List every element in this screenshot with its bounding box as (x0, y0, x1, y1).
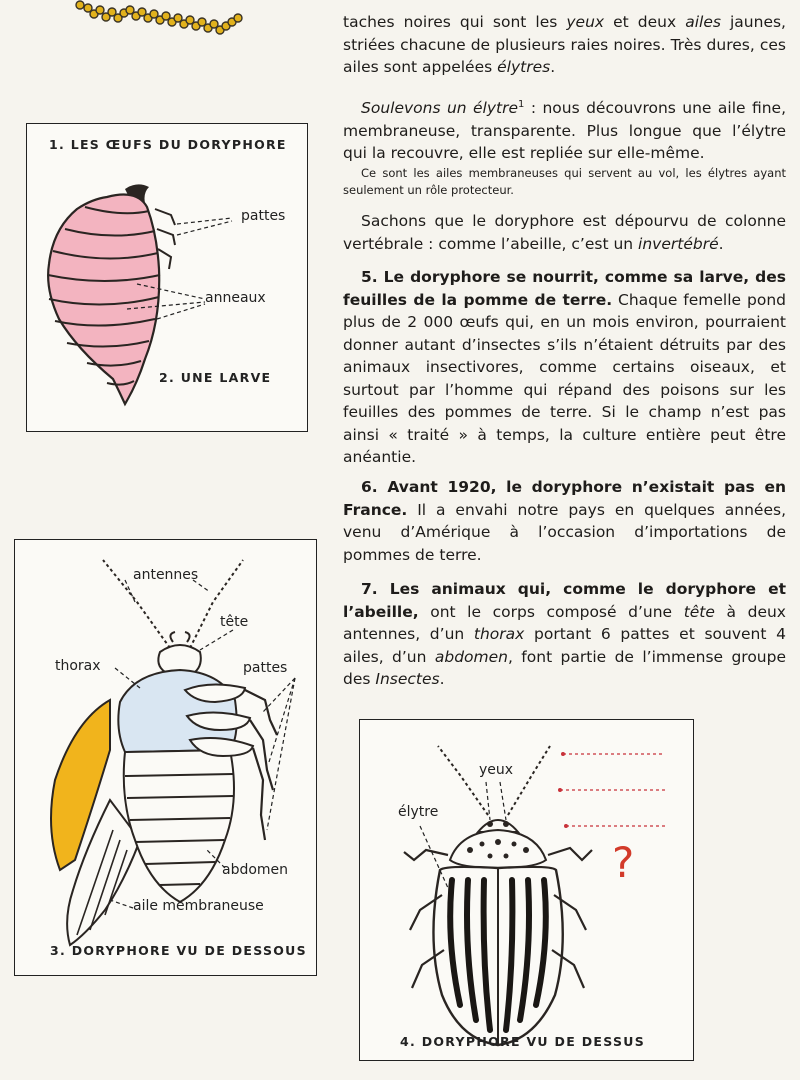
label-thorax: thorax (55, 658, 101, 674)
figure-3-caption: 3. DORYPHORE VU DE DESSOUS (50, 943, 307, 958)
paragraph-5: 5. Le doryphore se nourrit, comme sa larve, des feuilles de la pomme de terre. Chaque femelle pond plus de 2 000 œufs qui, en un mois environ, pourraient donner autant d’insectes s’ils n’étaient détruits par des animaux insectivores, comme certains oiseaux, et surtout par l’homme qui répand des poisons sur les feuilles des pommes de terre. Si le champ n’est pas ainsi « traité » à temps, la culture entière peut être anéantie. (343, 268, 786, 466)
paragraph-7: 7. Les animaux qui, comme le doryphore et l’abeille, ont le corps composé d’une tête à deux antennes, d’un thorax portant 6 pattes et souvent 4 ailes, d’un abdomen, font partie de l’immense groupe des Insectes. (343, 580, 786, 688)
label-elytre: élytre (398, 804, 439, 820)
figure-larva-box (26, 123, 308, 432)
figure-4-caption: 4. DORYPHORE VU DE DESSUS (400, 1034, 646, 1049)
egg-cluster-illustration (60, 0, 250, 45)
paragraph-2: Soulevons un élytre$^1$ : nous découvrons une aile fine, membraneuse, transparente. Plus longue que l’élytre qui la recouvre, elle est repliée sur elle-même. (343, 99, 786, 163)
question-mark: ? (612, 838, 635, 887)
top-view-label-lines (360, 720, 693, 1060)
paragraph-6: 6. Avant 1920, le doryphore n’existait pas en France. Il a envahi notre pays en quelques années, venu d’Amérique à l’occasion d’importations de pommes de terre. (343, 478, 786, 564)
figure-underside-box (14, 539, 317, 976)
label-tete: tête (220, 614, 249, 630)
figure-2-caption: 2. UNE LARVE (159, 370, 272, 385)
paragraph-1: taches noires qui sont les yeux et deux ailes jaunes, striées chacune de plusieurs raies noires. Très dures, ces ailes sont appelées élytres. (343, 13, 786, 76)
label-yeux: yeux (479, 762, 514, 778)
label-pattes-larva: pattes (241, 208, 286, 224)
label-pattes-underside: pattes (243, 660, 288, 676)
figure-top-view-box (359, 719, 694, 1061)
paragraph-3: Sachons que le doryphore est dépourvu de colonne vertébrale : comme l’abeille, c’est un invertébré. (343, 212, 786, 253)
label-antennes: antennes (133, 567, 199, 583)
label-aile-membraneuse: aile membraneuse (133, 898, 264, 914)
footnote: Ce sont les ailes membraneuses qui servent au vol, les élytres ayant seulement un rôle protecteur. (343, 166, 786, 197)
label-anneaux: anneaux (205, 290, 266, 306)
label-abdomen: abdomen (222, 862, 289, 878)
figure-1-caption: 1. LES ŒUFS DU DORYPHORE (49, 137, 287, 152)
